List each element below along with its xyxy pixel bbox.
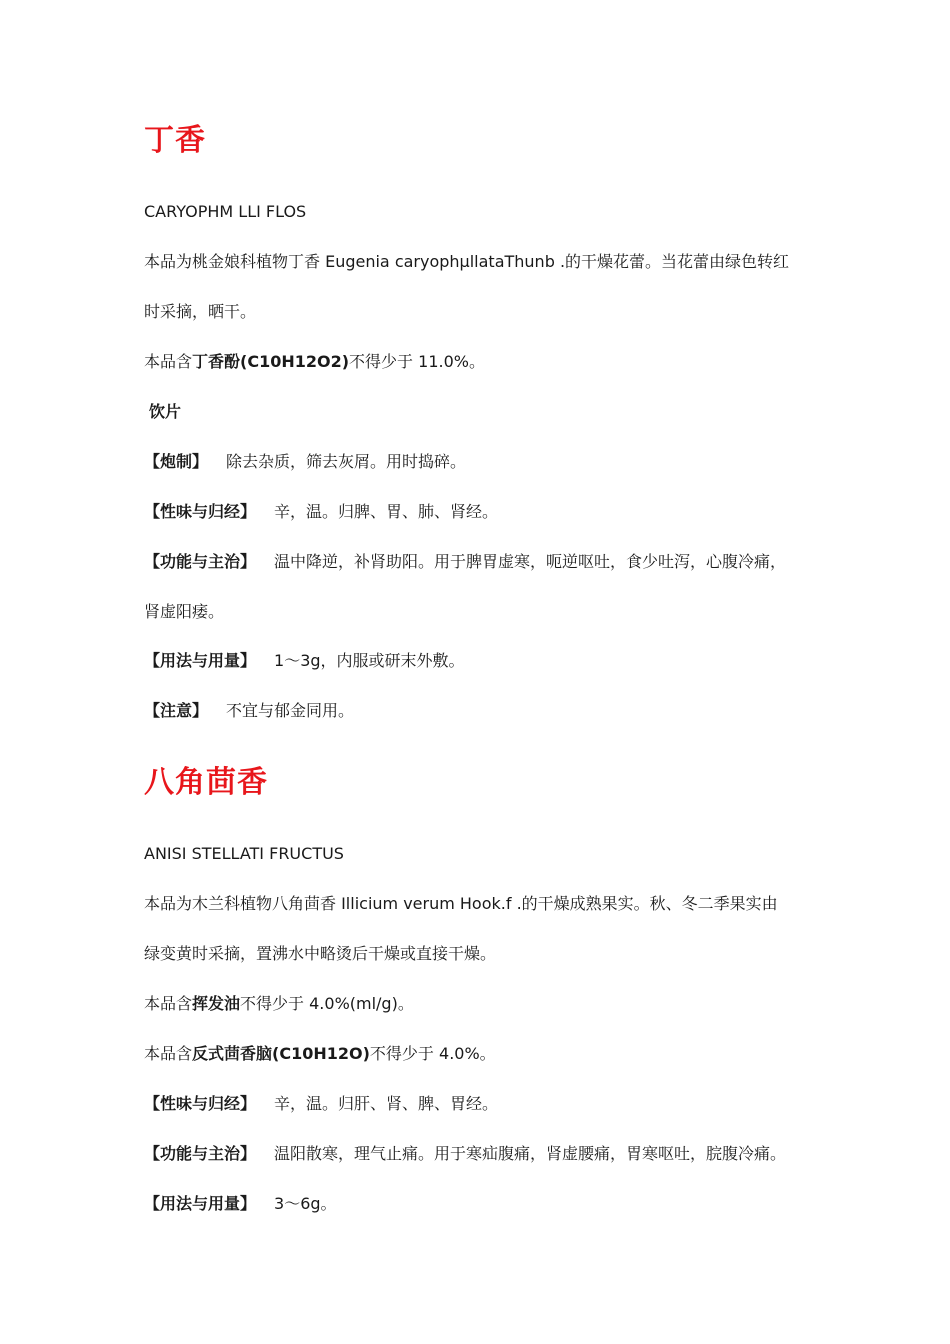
entry-label: 【功能与主治】 xyxy=(144,552,257,571)
entry-text: 温阳散寒，理气止痛。用于寒疝腹痛，肾虚腰痛，胃寒呕吐，脘腹冷痛。 xyxy=(274,1144,787,1163)
entry-text: 辛，温。归脾、胃、肺、肾经。 xyxy=(274,502,499,521)
entry-function-indication xyxy=(144,551,786,573)
content-requirement xyxy=(144,993,414,1015)
content-requirement xyxy=(144,1043,496,1065)
entry-text: 不宜与郁金同用。 xyxy=(226,701,355,720)
compound-name: 挥发油 xyxy=(192,994,241,1013)
latin-name: ANISI STELLATI FRUCTUS xyxy=(144,844,344,863)
entry-text: 3～6g。 xyxy=(274,1194,337,1213)
compound-name: 丁香酚(C10H12O2) xyxy=(192,352,350,371)
content-prefix: 本品含 xyxy=(144,1044,193,1063)
entry-text-cont: 肾虚阳痿。 xyxy=(144,602,225,621)
content-suffix: 不得少于 4.0%。 xyxy=(369,1044,496,1063)
section-title: 丁香 xyxy=(144,123,206,158)
section-title: 八角茴香 xyxy=(144,765,268,800)
entry-label: 【性味与归经】 xyxy=(144,1094,257,1113)
entry-function-indication xyxy=(144,1143,786,1165)
entry-nature-meridian xyxy=(144,1093,498,1115)
entry-label: 【用法与用量】 xyxy=(144,651,257,670)
content-suffix: 不得少于 11.0%。 xyxy=(349,352,485,371)
entry-text: 辛，温。归肝、肾、脾、胃经。 xyxy=(274,1094,499,1113)
origin-text-cont: 时采摘，晒干。 xyxy=(144,302,257,321)
content-prefix: 本品含 xyxy=(144,994,193,1013)
entry-usage-dosage xyxy=(144,1193,337,1215)
entry-precaution xyxy=(144,700,354,722)
subheading-decoction-pieces: 饮片 xyxy=(149,402,182,421)
entry-label: 【功能与主治】 xyxy=(144,1144,257,1163)
entry-text: 温中降逆，补肾助阳。用于脾胃虚寒，呃逆呕吐，食少吐泻，心腹冷痛， xyxy=(274,552,787,571)
latin-name: CARYOPHM LLI FLOS xyxy=(144,202,307,221)
origin-text: 本品为木兰科植物八角茴香 Illicium verum Hook.f .的干燥成熟果实。秋、冬二季果实由 xyxy=(144,894,778,913)
entry-text: 除去杂质，筛去灰屑。用时捣碎。 xyxy=(226,452,467,471)
origin-text: 本品为桃金娘科植物丁香 Eugenia caryophμllataThunb .的干燥花蕾。当花蕾由绿色转红 xyxy=(144,252,790,271)
entry-processing xyxy=(144,451,466,473)
origin-text-cont: 绿变黄时采摘，置沸水中略烫后干燥或直接干燥。 xyxy=(144,944,497,963)
entry-nature-meridian xyxy=(144,501,498,523)
entry-text: 1～3g，内服或研末外敷。 xyxy=(274,651,465,670)
content-suffix: 不得少于 4.0%(ml/g)。 xyxy=(240,994,414,1013)
entry-usage-dosage xyxy=(144,650,465,672)
entry-label: 【性味与归经】 xyxy=(144,502,257,521)
entry-label: 【用法与用量】 xyxy=(144,1194,257,1213)
entry-label: 【注意】 xyxy=(144,701,209,720)
entry-label: 【炮制】 xyxy=(144,452,209,471)
compound-name: 反式茴香脑(C10H12O) xyxy=(192,1044,370,1063)
content-prefix: 本品含 xyxy=(144,352,193,371)
content-requirement xyxy=(144,351,485,373)
